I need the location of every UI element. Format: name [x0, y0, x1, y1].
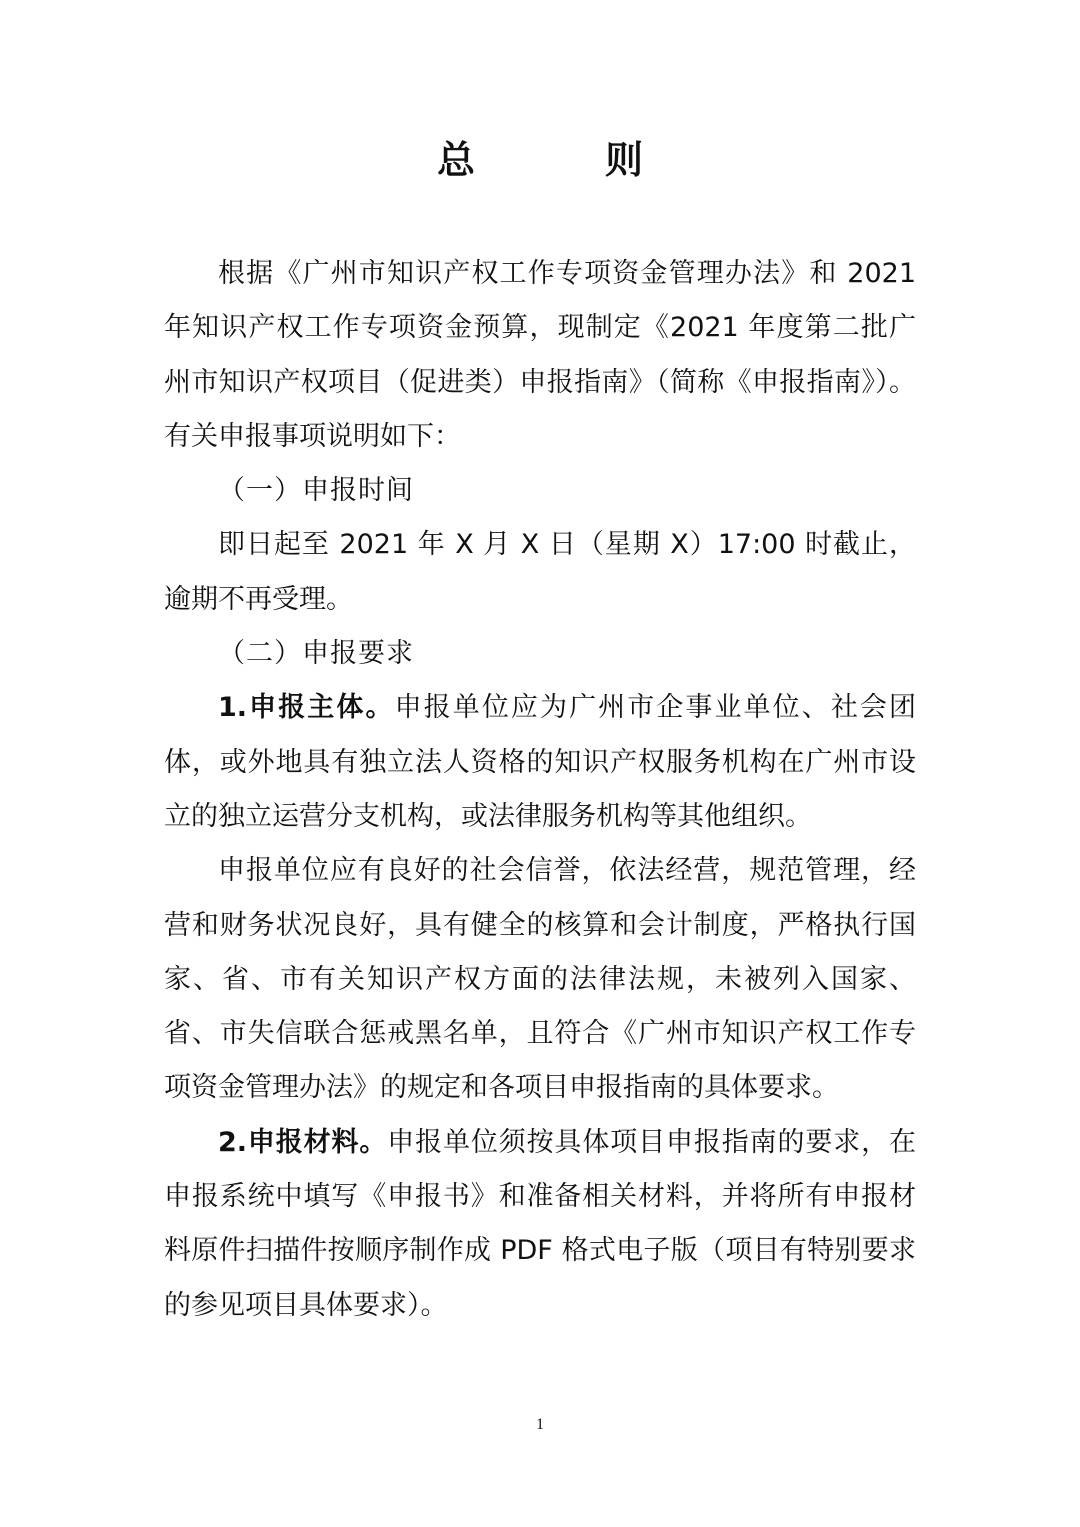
section-heading-application-time: （一）申报时间	[218, 475, 414, 507]
applicant-text: 申报单位应为广州市企事业单位、社会团体，或外地具有独立法人资格的知识产权服务机构在广州市设立的独立运营分支机构，或法律服务机构等其他组织。	[164, 692, 917, 832]
page-number: 1	[536, 1416, 544, 1433]
applicant-paragraph	[164, 681, 916, 844]
materials-text: 申报单位须按具体项目申报指南的要求，在申报系统中填写《申报书》和准备相关材料，并将所有申报材料原件扫描件按顺序制作成 PDF 格式电子版（项目有特别要求的参见项目具体要求）。	[164, 1126, 917, 1321]
materials-lead: 2.申报材料。	[218, 1126, 388, 1158]
document-body	[164, 247, 916, 1333]
materials-paragraph	[164, 1116, 916, 1333]
applicant-lead: 1.申报主体。	[218, 692, 395, 724]
intro-paragraph: 根据《广州市知识产权工作专项资金管理办法》和 2021 年知识产权工作专项资金预算，现制定《2021 年度第二批广州市知识产权项目（促进类）申报指南》（简称《申报指南》）。有关申报事项说明如下：	[164, 258, 916, 452]
page-title: 总 则	[436, 138, 689, 182]
section-heading-application-requirements: （二）申报要求	[218, 638, 414, 670]
applicant-conditions-paragraph: 申报单位应有良好的社会信誉，依法经营，规范管理，经营和财务状况良好，具有健全的核算和会计制度，严格执行国家、省、市有关知识产权方面的法律法规，未被列入国家、省、市失信联合惩戒黑名单，且符合《广州市知识产权工作专项资金管理办法》的规定和各项目申报指南的具体要求。	[164, 855, 916, 1104]
application-time-paragraph: 即日起至 2021 年 X 月 X 日（星期 X）17:00 时截止，逾期不再受理。	[164, 529, 916, 615]
